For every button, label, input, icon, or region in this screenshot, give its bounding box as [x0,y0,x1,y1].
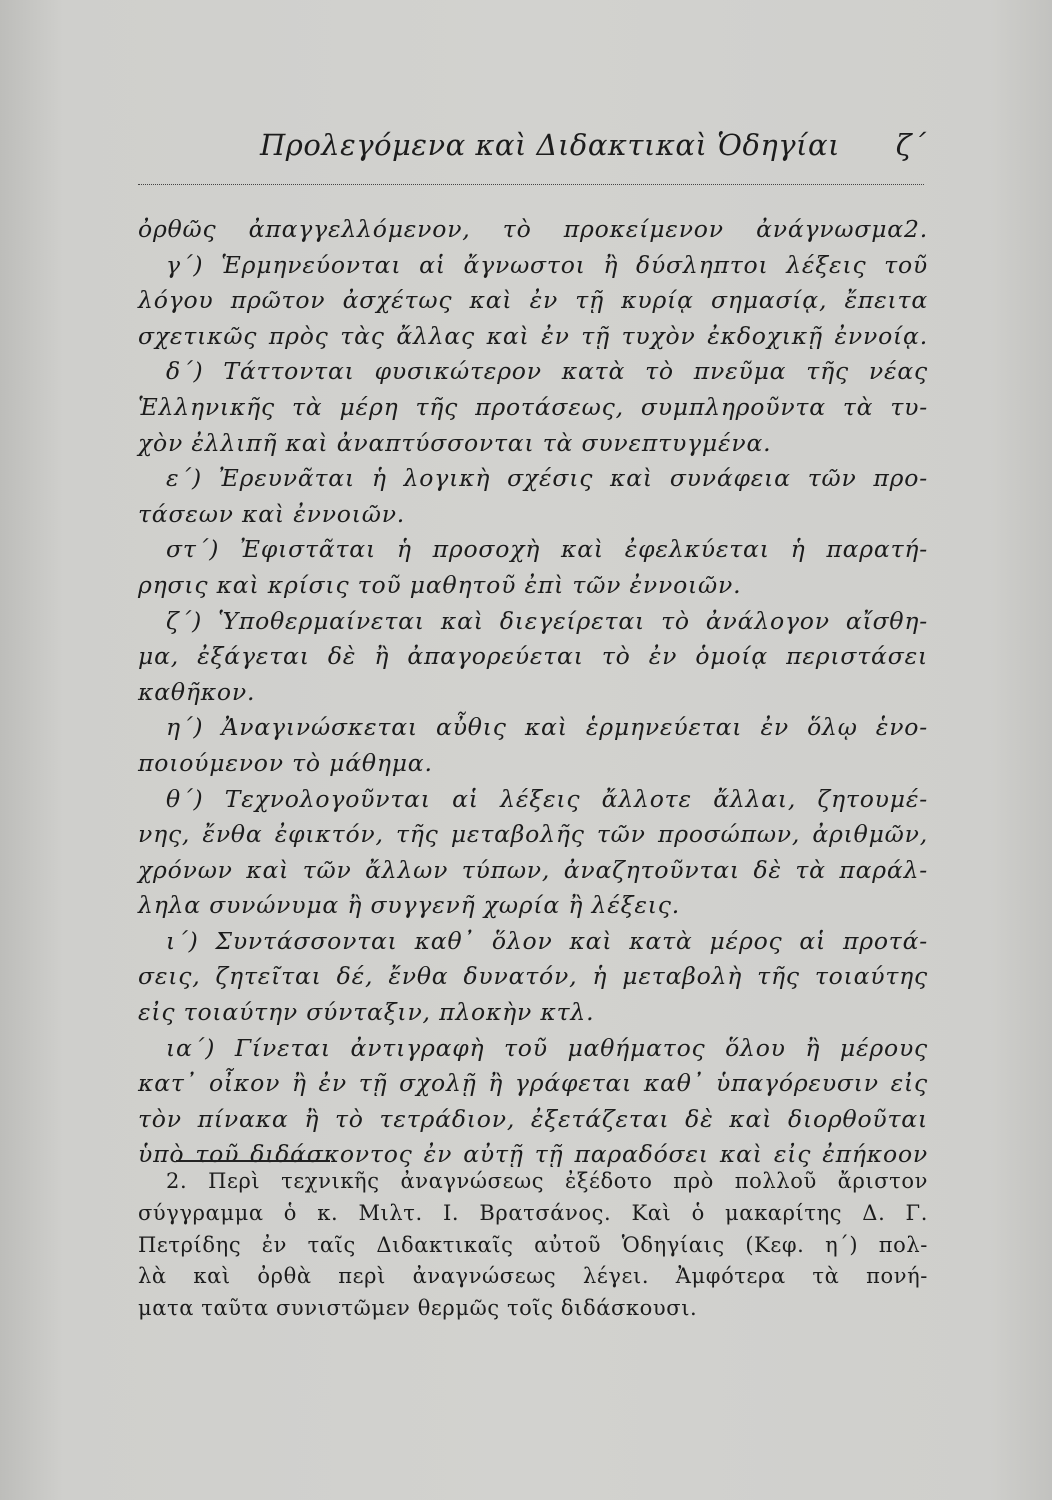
footnote-line: σύγγραμμα ὁ κ. Μιλτ. Ι. Βρατσάνος. Καὶ ὁ μακαρίτης Δ. Γ. [138,1200,928,1225]
page-number: ζ΄ [895,128,926,162]
text-line: ὑπὸ τοῦ διδάσκοντος ἐν αὐτῇ τῇ παραδόσει καὶ εἰς ἐπήκοον [138,1140,928,1169]
footnote-line: 2. Περὶ τεχνικῆς ἀναγνώσεως ἐξέδοτο πρὸ πολλοῦ ἄριστον [166,1169,928,1193]
text-line: ι΄) Συντάσσονται καθ᾽ ὅλον καὶ κατὰ μέρος αἱ προτά- [166,926,928,955]
text-line: ζ΄) Ὑποθερμαίνεται καὶ διεγείρεται τὸ ἀνάλογον αἴσθη- [166,606,928,635]
text-line: σχετικῶς πρὸς τὰς ἄλλας καὶ ἐν τῇ τυχὸν ἐκδοχικῇ ἐννοίᾳ. [138,321,928,350]
footnote-line: ματα ταῦτα συνιστῶμεν θερμῶς τοῖς διδάσκουσι. [138,1296,698,1321]
text-line: νης, ἔνθα ἐφικτόν, τῆς μεταβολῆς τῶν προσώπων, ἀριθμῶν, [138,820,928,849]
text-line: τάσεων καὶ ἐννοιῶν. [138,499,406,528]
footnote [138,1166,928,1325]
running-header [138,128,930,176]
text-line: ια΄) Γίνεται ἀντιγραφὴ τοῦ μαθήματος ὅλου ἢ μέρους [166,1033,928,1062]
text-line: χρόνων καὶ τῶν ἄλλων τύπων, ἀναζητοῦνται δὲ τὰ παράλ- [138,855,928,884]
text-line: εἰς τοιαύτην σύνταξιν, πλοκὴν κτλ. [138,998,595,1027]
text-line: η΄) Ἀναγινώσκεται αὖθις καὶ ἑρμηνεύεται ἐν ὅλῳ ἑνο- [166,713,928,742]
text-line: λόγου πρῶτον ἀσχέτως καὶ ἐν τῇ κυρίᾳ σημασίᾳ, ἔπειτα [138,286,928,315]
footnote-line: λὰ καὶ ὀρθὰ περὶ ἀναγνώσεως λέγει. Ἀμφότερα τὰ πονή- [138,1264,928,1289]
text-line: κατ᾽ οἶκον ἢ ἐν τῇ σχολῇ ἢ γράφεται καθ᾽ ὑπαγόρευσιν εἰς [138,1069,928,1098]
text-line: μα, ἐξάγεται δὲ ἢ ἀπαγορεύεται τὸ ἐν ὁμοίᾳ περιστάσει [138,642,928,671]
header-title: Προλεγόμενα καὶ Διδακτικαὶ Ὁδηγίαι [260,128,840,162]
text-line: δ΄) Τάττονται φυσικώτερον κατὰ τὸ πνεῦμα τῆς νέας [166,357,928,386]
footnote-line: Πετρίδης ἐν ταῖς Διδακτικαῖς αὐτοῦ Ὁδηγίαις (Κεφ. η΄) πολ- [138,1232,928,1257]
text-line: σεις, ζητεῖται δέ, ἔνθα δυνατόν, ἡ μεταβολὴ τῆς τοιαύτης [138,962,928,991]
text-line: ρησις καὶ κρίσις τοῦ μαθητοῦ ἐπὶ τῶν ἐννοιῶν. [138,570,742,599]
text-line: χὸν ἐλλιπῆ καὶ ἀναπτύσσονται τὰ συνεπτυγμένα. [138,428,772,457]
text-line: γ΄) Ἑρμηνεύονται αἱ ἄγνωστοι ἢ δύσληπτοι λέξεις τοῦ [166,250,928,279]
text-line: ληλα συνώνυμα ἢ συγγενῆ χωρία ἢ λέξεις. [138,891,681,920]
text-line: ποιούμενον τὸ μάθημα. [138,748,433,777]
text-line: τὸν πίνακα ἢ τὸ τετράδιον, ἐξετάζεται δὲ καὶ διορθοῦται [138,1104,928,1133]
footnote-rule [176,1160,330,1162]
text-line: καθῆκον. [138,677,256,706]
text-line: θ΄) Τεχνολογοῦνται αἱ λέξεις ἄλλοτε ἄλλαι, ζητουμέ- [166,784,928,813]
main-text [138,212,928,1173]
header-rule [138,184,924,185]
text-line: στ΄) Ἐφιστᾶται ἡ προσοχὴ καὶ ἐφελκύεται ἡ παρατή- [166,535,928,564]
text-line: Ἑλληνικῆς τὰ μέρη τῆς προτάσεως, συμπληροῦντα τὰ τυ- [138,392,928,421]
text-line: ὀρθῶς ἀπαγγελλόμενον, τὸ προκείμενον ἀνάγνωσμα2. [138,215,928,243]
text-line: ε΄) Ἐρευνᾶται ἡ λογικὴ σχέσις καὶ συνάφεια τῶν προ- [166,464,928,493]
